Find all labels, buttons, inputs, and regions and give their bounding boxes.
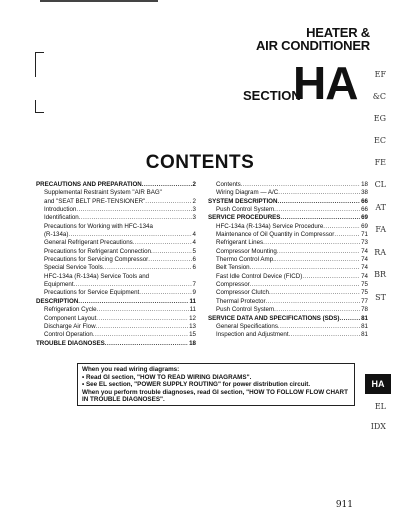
toc-dot-leader xyxy=(263,239,360,247)
toc-entry-title: and "SEAT BELT PRE-TENSIONER" xyxy=(44,197,146,205)
toc-entry-page: 69 xyxy=(361,222,368,230)
note-line-4: When you perform trouble diagnoses, read GI section, "HOW TO FOLLOW FLOW CHART xyxy=(82,388,348,396)
toc-entry[interactable] xyxy=(36,273,196,281)
toc-dot-leader xyxy=(148,256,191,264)
note-line-2: • Read GI section, "HOW TO READ WIRING DIAGRAMS". xyxy=(82,373,252,381)
toc-entry-page: 7 xyxy=(192,281,196,289)
toc-entry-title: HFC-134a (R-134a) Service Procedure xyxy=(216,222,324,230)
toc-entry-title: Compressor Mounting xyxy=(216,247,277,255)
toc-dot-leader xyxy=(266,298,361,306)
toc-dot-leader xyxy=(76,206,191,214)
section-tab-at[interactable]: AT xyxy=(375,203,386,212)
toc-entry-title: Compressor Clutch xyxy=(216,289,269,297)
toc-entry-page: 69 xyxy=(361,214,368,222)
toc-entry-page: 3 xyxy=(192,206,196,214)
toc-entry-title: Thermal Protector xyxy=(216,297,266,305)
toc-entry[interactable] xyxy=(208,331,368,339)
toc-entry-title: TROUBLE DIAGNOSES xyxy=(36,339,105,347)
toc-dot-leader xyxy=(241,181,360,189)
toc-entry-page: 81 xyxy=(361,322,368,330)
toc-entry[interactable] xyxy=(208,231,368,239)
toc-entry-title: Supplemental Restraint System "AIR BAG" xyxy=(44,189,162,197)
toc-entry-page: 77 xyxy=(361,297,368,305)
toc-entry-page: 75 xyxy=(361,289,368,297)
toc-entry-title: Thermo Control Amp. xyxy=(216,256,275,264)
toc-dot-leader xyxy=(323,223,360,231)
toc-entry-page: 15 xyxy=(189,331,196,339)
toc-dot-leader xyxy=(275,256,360,264)
toc-left-column xyxy=(36,181,196,348)
toc-entry[interactable] xyxy=(208,264,368,272)
toc-entry-title: Precautions for Working with HFC-134a xyxy=(44,222,153,230)
toc-dot-leader xyxy=(133,239,192,247)
toc-entry-title: Inspection and Adjustment xyxy=(216,331,289,339)
toc-entry-title: Wiring Diagram — A/C xyxy=(216,189,279,197)
toc-dot-leader xyxy=(289,331,361,339)
toc-entry-title: SYSTEM DESCRIPTION xyxy=(208,197,278,205)
note-line-3: • See EL section, "POWER SUPPLY ROUTING" for power distribution circuit. xyxy=(82,381,311,389)
toc-entry[interactable] xyxy=(36,289,196,297)
toc-entry-page: 4 xyxy=(192,239,196,247)
toc-entry-page: 75 xyxy=(361,281,368,289)
toc-entry[interactable] xyxy=(208,315,368,323)
toc-entry-page: 12 xyxy=(189,314,196,322)
toc-entry-page: 74 xyxy=(361,247,368,255)
section-tab-ec[interactable]: EC xyxy=(374,136,386,145)
toc-entry-page: 11 xyxy=(189,297,196,305)
toc-entry-page: 74 xyxy=(361,264,368,272)
section-tab-fa[interactable]: FA xyxy=(375,225,386,234)
toc-entry[interactable] xyxy=(208,298,368,306)
toc-dot-leader xyxy=(302,273,360,281)
toc-entry[interactable] xyxy=(36,315,196,323)
toc-entry-page: 74 xyxy=(361,256,368,264)
toc-entry-title: Contents xyxy=(216,181,241,188)
toc-dot-leader xyxy=(74,281,192,289)
toc-dot-leader xyxy=(105,340,188,348)
toc-entry[interactable] xyxy=(208,323,368,331)
toc-dot-leader xyxy=(269,289,360,297)
toc-entry-title: Discharge Air Flow xyxy=(44,322,96,330)
toc-entry-page: 74 xyxy=(361,272,368,280)
toc-entry-page: 2 xyxy=(192,181,196,188)
toc-entry[interactable] xyxy=(208,248,368,256)
toc-entry-page: 13 xyxy=(189,322,196,330)
toc-dot-leader xyxy=(277,198,360,206)
toc-dot-leader xyxy=(79,214,192,222)
title-line-1: HEATER & xyxy=(306,25,370,40)
toc-entry[interactable] xyxy=(208,223,368,231)
toc-entry-page: 66 xyxy=(361,197,368,205)
toc-dot-leader xyxy=(250,281,360,289)
toc-entry[interactable] xyxy=(36,281,196,289)
toc-right-column xyxy=(208,181,368,340)
toc-entry-title: Equipment xyxy=(44,281,74,289)
toc-dot-leader xyxy=(274,306,360,314)
toc-entry-title: Refrigeration Cycle xyxy=(44,306,97,314)
toc-entry[interactable] xyxy=(208,198,368,206)
toc-entry[interactable] xyxy=(36,198,196,206)
toc-entry[interactable] xyxy=(36,231,196,239)
toc-entry-page: 81 xyxy=(361,331,368,339)
toc-entry[interactable] xyxy=(208,206,368,214)
toc-entry-title: HFC-134a (R-134a) Service Tools and xyxy=(44,272,150,280)
toc-entry[interactable] xyxy=(36,248,196,256)
toc-entry-page: 18 xyxy=(189,339,196,347)
contents-heading: CONTENTS xyxy=(145,152,255,173)
toc-entry-title: Push Control System xyxy=(216,206,275,214)
toc-dot-leader xyxy=(278,189,360,197)
title-line-2: AIR CONDITIONER xyxy=(255,38,370,53)
toc-entry[interactable] xyxy=(36,256,196,264)
toc-entry-page: 78 xyxy=(361,306,368,314)
toc-entry-title: Fast Idle Control Device (FICD) xyxy=(216,272,303,280)
toc-entry[interactable] xyxy=(36,340,196,348)
corner-bracket-bottom xyxy=(35,100,44,113)
toc-entry[interactable] xyxy=(36,298,196,306)
toc-entry[interactable] xyxy=(36,189,196,197)
toc-dot-leader xyxy=(274,206,360,214)
toc-entry[interactable] xyxy=(36,223,196,231)
toc-entry[interactable] xyxy=(208,189,368,197)
toc-dot-leader xyxy=(96,315,188,323)
section-code: HA xyxy=(293,57,358,109)
corner-bracket-top xyxy=(35,52,44,77)
toc-entry-page xyxy=(153,223,154,231)
toc-entry-page: 5 xyxy=(192,247,196,255)
toc-entry-page xyxy=(162,189,163,197)
toc-dot-leader xyxy=(96,323,189,331)
toc-dot-leader xyxy=(145,198,191,206)
toc-entry-page: 38 xyxy=(361,189,368,197)
toc-entry[interactable] xyxy=(36,206,196,214)
toc-entry-title: Special Service Tools xyxy=(44,264,103,272)
toc-entry[interactable] xyxy=(36,264,196,272)
toc-dot-leader xyxy=(277,248,360,256)
toc-dot-leader xyxy=(68,231,191,239)
toc-dot-leader xyxy=(339,315,360,323)
toc-entry[interactable] xyxy=(208,306,368,314)
toc-dot-leader xyxy=(97,306,189,314)
toc-entry[interactable] xyxy=(208,256,368,264)
toc-entry-page xyxy=(149,273,150,281)
toc-entry[interactable] xyxy=(36,214,196,222)
toc-entry-page: 9 xyxy=(192,289,196,297)
toc-dot-leader xyxy=(139,289,191,297)
toc-entry[interactable] xyxy=(36,323,196,331)
toc-entry-title: Control Operation xyxy=(44,331,93,339)
toc-entry-title: Precautions for Service Equipment xyxy=(44,289,140,297)
wiring-note-box xyxy=(77,363,355,406)
section-tab-ra[interactable]: RA xyxy=(374,248,386,257)
toc-entry-page: 2 xyxy=(192,197,196,205)
toc-entry[interactable] xyxy=(36,306,196,314)
toc-entry-page: 71 xyxy=(361,231,368,239)
section-tab-c[interactable]: &C xyxy=(372,92,386,101)
toc-entry-title: Refrigerant Lines xyxy=(216,239,264,247)
note-line-5: IN TROUBLE DIAGNOSES". xyxy=(82,396,165,404)
toc-dot-leader xyxy=(142,181,192,189)
toc-entry-page: 18 xyxy=(361,181,368,188)
toc-entry-title: General Specifications xyxy=(216,322,278,330)
toc-entry-title: Precautions for Servicing Compressor xyxy=(44,256,149,264)
toc-entry-page: 3 xyxy=(192,214,196,222)
toc-entry[interactable] xyxy=(36,181,196,189)
toc-entry-page: 6 xyxy=(192,264,196,272)
note-line-1: When you read wiring diagrams: xyxy=(82,366,180,373)
toc-entry-title: Push Control System xyxy=(216,306,275,314)
toc-dot-leader xyxy=(103,264,192,272)
toc-dot-leader xyxy=(250,264,361,272)
toc-entry[interactable] xyxy=(208,181,368,189)
toc-entry-title: SERVICE PROCEDURES xyxy=(208,214,281,222)
section-tab-st[interactable]: ST xyxy=(375,293,386,302)
toc-entry[interactable] xyxy=(36,331,196,339)
toc-entry[interactable] xyxy=(208,239,368,247)
section-tab-idx[interactable]: IDX xyxy=(370,422,386,431)
section-tab-ef[interactable]: EF xyxy=(374,70,386,79)
toc-entry[interactable] xyxy=(208,214,368,222)
toc-entry-page: 81 xyxy=(361,314,368,322)
toc-entry[interactable] xyxy=(208,273,368,281)
toc-entry[interactable] xyxy=(36,239,196,247)
section-tab-ha[interactable]: HA xyxy=(365,374,391,394)
toc-entry-title: (R-134a) xyxy=(44,231,69,239)
section-tab-fe[interactable]: FE xyxy=(374,158,386,167)
toc-entry-page: 73 xyxy=(361,239,368,247)
section-tab-br[interactable]: BR xyxy=(374,270,386,279)
toc-entry-title: PRECAUTIONS AND PREPARATION xyxy=(36,181,142,188)
toc-entry-title: Compressor xyxy=(216,281,250,289)
toc-entry[interactable] xyxy=(208,289,368,297)
toc-entry-title: DESCRIPTION xyxy=(36,297,79,305)
toc-entry-page: 6 xyxy=(192,256,196,264)
toc-entry-title: Identification xyxy=(44,214,79,222)
toc-entry-page: 4 xyxy=(192,231,196,239)
section-tab-el[interactable]: EL xyxy=(374,402,386,411)
top-binding-mark xyxy=(40,0,158,8)
toc-entry-title: Precautions for Refrigerant Connection xyxy=(44,247,151,255)
toc-entry[interactable] xyxy=(208,281,368,289)
toc-entry-title: General Refrigerant Precautions xyxy=(44,239,133,247)
toc-dot-leader xyxy=(93,331,188,339)
toc-entry-title: Maintenance of Oil Quantity in Compressor xyxy=(216,231,335,239)
toc-entry-title: SERVICE DATA AND SPECIFICATIONS (SDS) xyxy=(208,314,340,322)
toc-dot-leader xyxy=(334,231,360,239)
page-number: 911 xyxy=(335,500,353,510)
section-tab-eg[interactable]: EG xyxy=(373,114,386,123)
section-tab-cl[interactable]: CL xyxy=(374,180,386,189)
toc-entry-title: Component Layout xyxy=(44,314,97,322)
toc-dot-leader xyxy=(280,214,360,222)
toc-entry-title: Belt Tension xyxy=(216,264,250,272)
toc-dot-leader xyxy=(151,248,192,256)
section-label: SECTION xyxy=(243,88,301,103)
toc-entry-page: 66 xyxy=(361,206,368,214)
toc-entry-page: 11 xyxy=(189,306,196,314)
toc-entry-title: Introduction xyxy=(44,206,77,214)
toc-dot-leader xyxy=(78,298,188,306)
toc-dot-leader xyxy=(278,323,360,331)
